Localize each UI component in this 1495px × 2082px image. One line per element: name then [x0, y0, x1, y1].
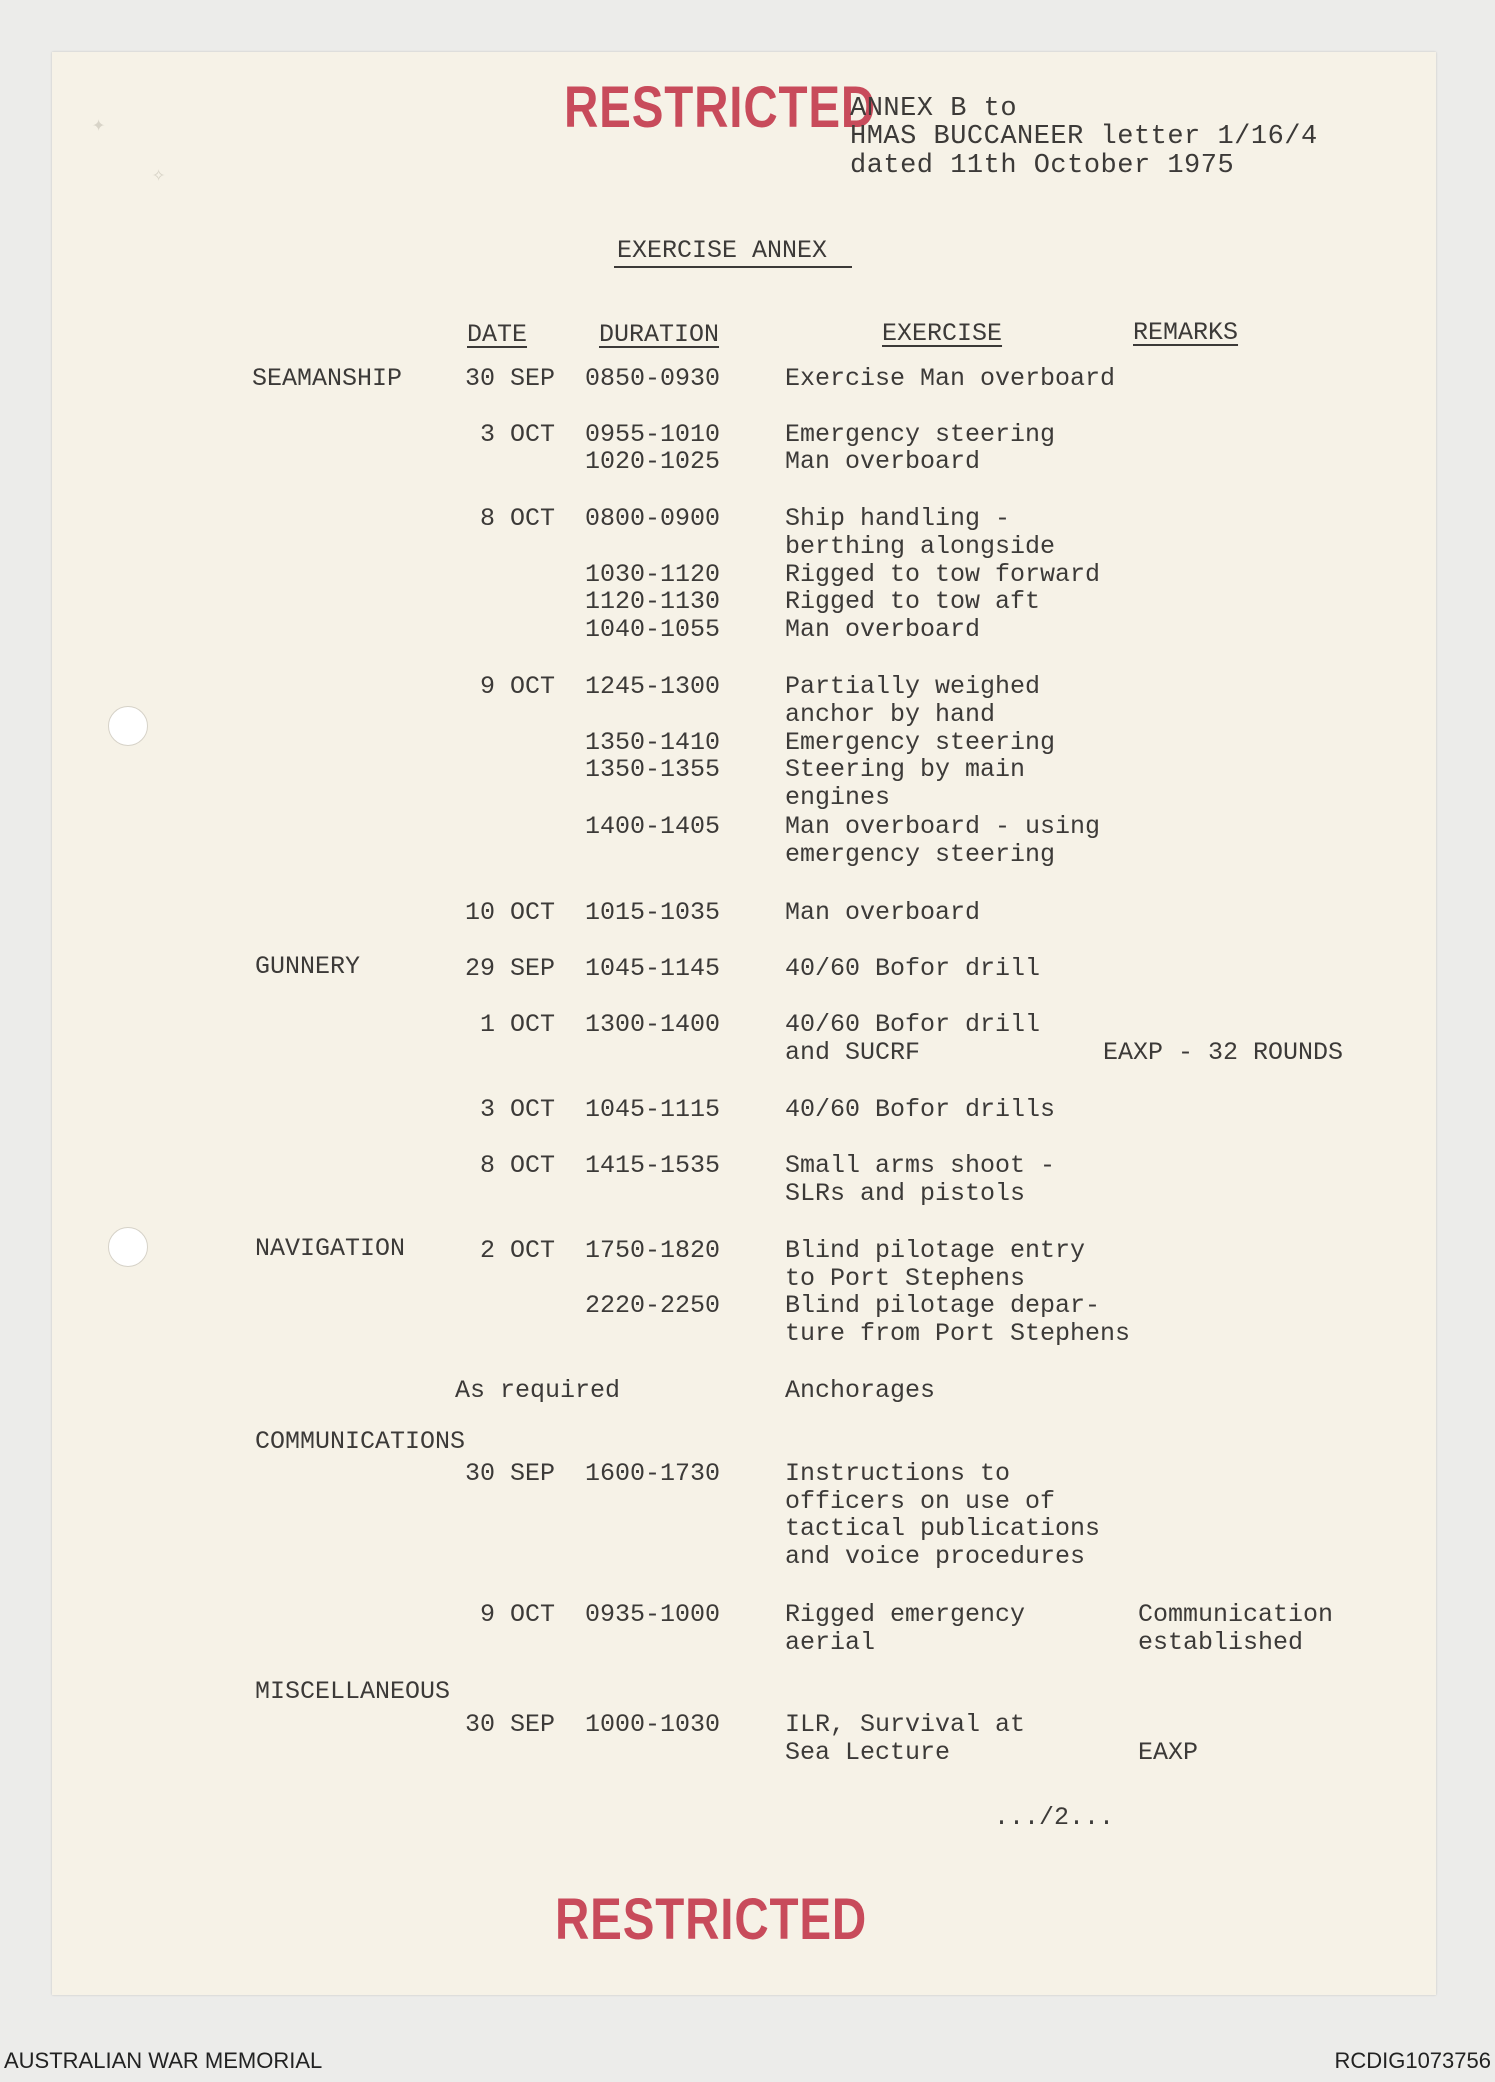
row-exercise-line: Small arms shoot -	[785, 1151, 1056, 1180]
row-date: 10 OCT	[464, 898, 555, 927]
row-remarks-line: EAXP - 32 ROUNDS	[1103, 1037, 1344, 1067]
paper-smudge: ✦	[92, 113, 106, 138]
row-exercise-line: Exercise Man overboard	[785, 364, 1116, 393]
row-exercise-line: Ship handling -	[785, 504, 1011, 533]
restricted-stamp-bottom: RESTRICTED	[555, 1887, 868, 1952]
footer-record-id: RCDIG1073756	[1334, 2048, 1491, 2073]
row-exercise-line: 40/60 Bofor drills	[785, 1095, 1056, 1124]
row-duration: 1415-1535	[585, 1151, 721, 1180]
footer-archive-name: AUSTRALIAN WAR MEMORIAL	[4, 2048, 323, 2073]
punch-hole-lower	[108, 1227, 148, 1267]
row-duration: 1045-1115	[585, 1095, 721, 1124]
row-exercise-line: Partially weighed	[785, 672, 1041, 701]
paper-smudge: ✧	[152, 163, 166, 188]
row-date: 3 OCT	[479, 420, 555, 449]
row-exercise-line: Blind pilotage depar-	[785, 1291, 1101, 1320]
row-duration: 1350-1410	[585, 728, 721, 757]
row-exercise-line: Man overboard	[785, 898, 981, 927]
row-date: 9 OCT	[479, 1600, 555, 1629]
row-exercise-line: officers on use of	[785, 1486, 1056, 1516]
document-title: EXERCISE ANNEX	[617, 236, 828, 265]
row-date: 30 SEP	[464, 1459, 555, 1488]
row-duration: 1245-1300	[585, 672, 721, 701]
row-remarks-line: Communication	[1138, 1600, 1334, 1629]
annex-line-1: ANNEX B to	[850, 94, 1018, 124]
row-date: 30 SEP	[464, 1710, 555, 1739]
row-date: 9 OCT	[479, 672, 555, 701]
row-exercise-line: berthing alongside	[785, 531, 1056, 561]
row-duration: 1300-1400	[585, 1010, 721, 1039]
row-exercise-line: Man overboard - using	[785, 812, 1101, 841]
punch-hole-upper	[108, 706, 148, 746]
header-date: DATE	[467, 320, 528, 349]
row-duration: 1120-1130	[585, 587, 721, 616]
row-exercise-line: emergency steering	[785, 839, 1056, 869]
row-exercise-line: Anchorages	[785, 1376, 936, 1405]
row-exercise-line: Emergency steering	[785, 728, 1056, 757]
row-exercise-line: 40/60 Bofor drill	[785, 1010, 1041, 1039]
annex-line-3: dated 11th October 1975	[850, 151, 1235, 181]
row-duration: 1000-1030	[585, 1710, 721, 1739]
row-exercise-line: and voice procedures	[785, 1541, 1086, 1571]
row-exercise-line: Steering by main	[785, 755, 1026, 784]
row-exercise-line: Rigged to tow aft	[785, 587, 1041, 616]
row-exercise-line: ILR, Survival at	[785, 1710, 1026, 1739]
row-exercise-line: Sea Lecture	[785, 1737, 951, 1767]
title-underline	[614, 266, 852, 268]
category-seamanship: SEAMANSHIP	[252, 364, 403, 393]
row-duration: 1045-1145	[585, 954, 721, 983]
row-exercise-line: anchor by hand	[785, 699, 996, 729]
header-exercise: EXERCISE	[882, 319, 1003, 348]
row-exercise-line: and SUCRF	[785, 1037, 921, 1067]
row-date: 2 OCT	[479, 1236, 555, 1265]
row-date: 3 OCT	[479, 1095, 555, 1124]
row-date: 1 OCT	[479, 1010, 555, 1039]
row-exercise-line: Man overboard	[785, 447, 981, 476]
row-duration: 1020-1025	[585, 447, 721, 476]
row-duration: 1750-1820	[585, 1236, 721, 1265]
row-duration: 0955-1010	[585, 420, 721, 449]
row-date: 29 SEP	[464, 954, 555, 983]
row-exercise-line: Rigged to tow forward	[785, 560, 1101, 589]
continuation-marker: .../2...	[994, 1803, 1115, 1832]
header-duration: DURATION	[599, 320, 720, 349]
category-navigation: NAVIGATION	[255, 1234, 406, 1263]
row-duration: 0935-1000	[585, 1600, 721, 1629]
category-gunnery: GUNNERY	[255, 952, 361, 981]
row-duration: 2220-2250	[585, 1291, 721, 1320]
row-exercise-line: SLRs and pistols	[785, 1178, 1026, 1208]
row-exercise-line: Instructions to	[785, 1459, 1011, 1488]
row-exercise-line: Rigged emergency	[785, 1600, 1026, 1629]
row-exercise-line: Man overboard	[785, 615, 981, 644]
row-duration: 0800-0900	[585, 504, 721, 533]
row-remarks-line: established	[1138, 1627, 1304, 1657]
row-date: As required	[455, 1376, 621, 1405]
row-duration: 1350-1355	[585, 755, 721, 784]
row-remarks-line: EAXP	[1138, 1737, 1199, 1767]
row-exercise-line: Emergency steering	[785, 420, 1056, 449]
annex-line-2: HMAS BUCCANEER letter 1/16/4	[850, 122, 1318, 152]
row-date: 8 OCT	[479, 1151, 555, 1180]
row-duration: 1400-1405	[585, 812, 721, 841]
row-exercise-line: 40/60 Bofor drill	[785, 954, 1041, 983]
header-remarks: REMARKS	[1133, 318, 1239, 347]
row-exercise-line: ture from Port Stephens	[785, 1318, 1131, 1348]
row-exercise-line: to Port Stephens	[785, 1263, 1026, 1293]
category-communications: COMMUNICATIONS	[255, 1427, 466, 1456]
row-exercise-line: Blind pilotage entry	[785, 1236, 1086, 1265]
row-exercise-line: engines	[785, 782, 891, 812]
restricted-stamp-top: RESTRICTED	[564, 75, 877, 140]
row-duration: 1015-1035	[585, 898, 721, 927]
row-date: 30 SEP	[464, 364, 555, 393]
category-miscellaneous: MISCELLANEOUS	[255, 1677, 451, 1706]
row-duration: 1030-1120	[585, 560, 721, 589]
row-duration: 0850-0930	[585, 364, 721, 393]
row-duration: 1600-1730	[585, 1459, 721, 1488]
row-exercise-line: aerial	[785, 1627, 876, 1657]
row-date: 8 OCT	[479, 504, 555, 533]
row-exercise-line: tactical publications	[785, 1514, 1101, 1544]
row-duration: 1040-1055	[585, 615, 721, 644]
